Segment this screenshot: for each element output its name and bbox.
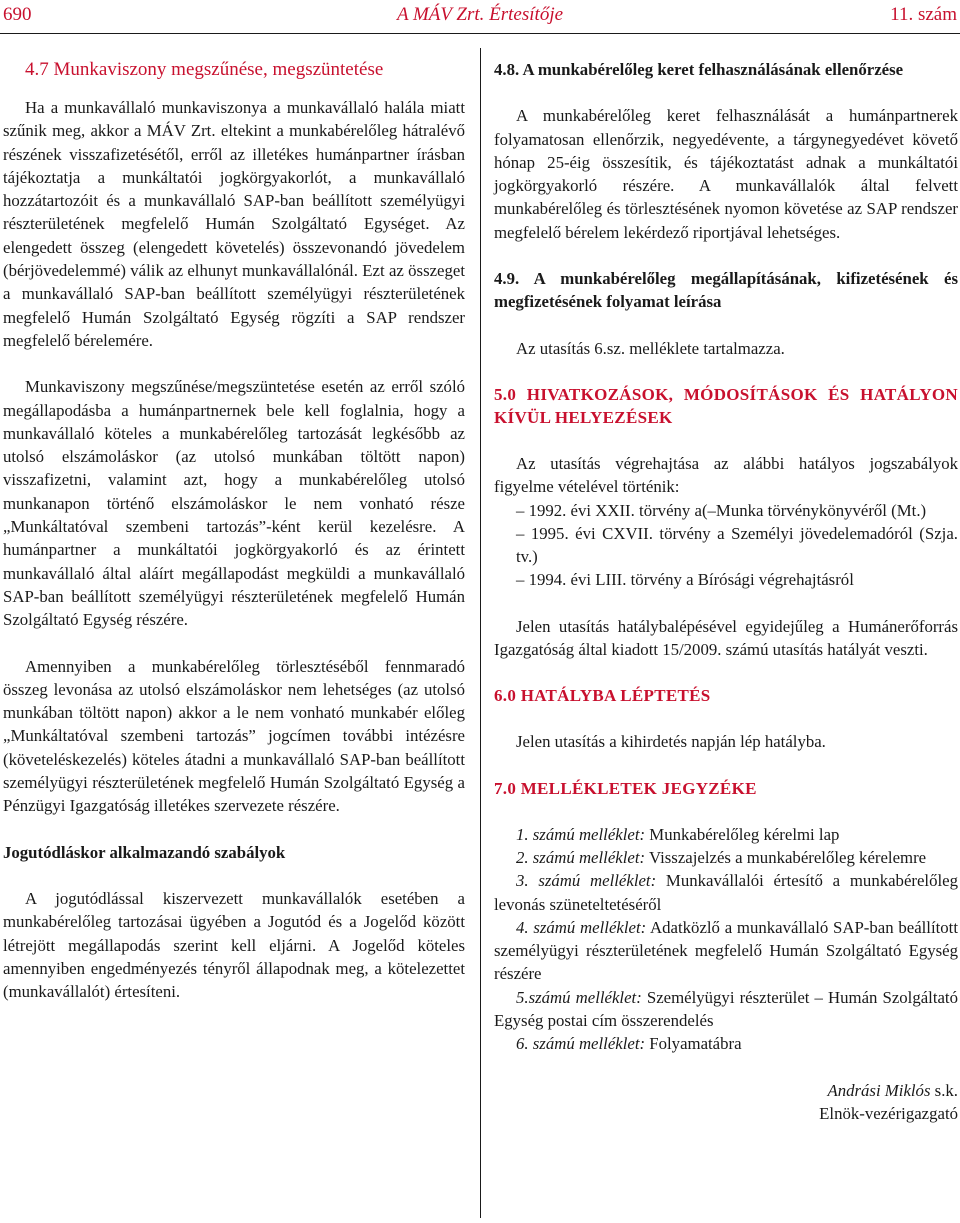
section-heading-4-7: 4.7 Munkaviszony megszűnése, megszüntetése: [25, 59, 384, 80]
publication-title: A MÁV Zrt. Értesítője: [396, 4, 564, 25]
paragraph-5-0: Az utasítás végrehajtása az alábbi hatályos jogszabályok figyelme vételével történik:: [494, 453, 958, 497]
signature-line: [494, 1079, 958, 1102]
issue-number: 11. szám: [890, 4, 957, 25]
annex-label: 6. számú melléklet:: [516, 1034, 646, 1054]
signatory-title: Elnök-vezérigazgató: [819, 1103, 958, 1123]
law-item: – 1995. évi CXVII. törvény a Személyi jövedelemadóról (Szja. tv.): [516, 523, 958, 567]
paragraph-4-9: Az utasítás 6.sz. melléklete tartalmazza.: [516, 338, 785, 358]
section-heading-5-0: 5.0 HIVATKOZÁSOK, MÓDOSÍTÁSOK ÉS HATÁLYON KÍVÜL HELYEZÉSEK: [494, 384, 958, 427]
annex-text: Munkabérelőleg kérelmi lap: [645, 824, 840, 844]
annex-label: 4. számú melléklet:: [516, 917, 647, 937]
page-header: [0, 0, 960, 32]
annex-item: [494, 869, 958, 916]
annex-item: [494, 846, 958, 869]
law-item: – 1992. évi XXII. törvény a(‒Munka törvénykönyvéről (Mt.): [516, 500, 927, 520]
annex-text: Visszajelzés a munkabérelőleg kérelemre: [645, 847, 927, 867]
annex-label: 5.számú melléklet:: [516, 987, 642, 1007]
paragraph-6-0: Jelen utasítás a kihirdetés napján lép hatályba.: [516, 732, 826, 752]
paragraph-succession: A jogutódlással kiszervezett munkavállalók esetében a munkabérelőleg tartozásai ügyében a Jogutód és a Jogelőd között létrejött megállapodás szerint kell eljárni. A Jogelőd köteles amennyiben engedményezés tényről állapodnak meg, a kötelezettet (munkavállalót) értesíteni.: [3, 888, 465, 1002]
section-heading-4-9: 4.9. A munkabérelőleg megállapításának, kifizetésének és megfizetésének folyamat leírása: [494, 269, 958, 312]
annex-item: [494, 1032, 958, 1055]
annex-label: 1. számú melléklet:: [516, 824, 646, 844]
annex-label: 2. számú melléklet:: [516, 847, 646, 867]
annex-text: Munkavállalói értesítő a munkabérelőleg levonás szüneteltetéséről: [494, 871, 958, 914]
annex-item: [494, 823, 958, 846]
annex-text: Adatközlő a munkavállaló SAP-ban beállított személyügyi részterületének megfelelő Humán Szolgáltató Egység részére: [494, 917, 959, 984]
paragraph-termination: Munkaviszony megszűnése/megszüntetése esetén az erről szóló megállapodásba a humánpartnernek bele kell foglalnia, hogy a munkavállaló köteles a munkabérelőleg tartozását legkésőbb az utolsó elszámoláskor (az utolsó munkában töltött napon) visszafizetni, valamint azt, hogy a munkabérelőleg utolsó munkanapon történő elszámoláskor le nem vonható része „Munkáltatóval szembeni tartozás”-ként kerül kezelésre. A humánpartner a munkáltatói jogkörgyakorló és az érintett munkavállaló által aláírt megállapodást megküldi a munkavállaló SAP-ban beállított személyügyi részterületének megfelelő Humán Szolgáltató Egység részére.: [3, 377, 465, 630]
annex-item: [494, 916, 958, 986]
column-divider: [480, 48, 481, 1218]
annex-item: [494, 986, 958, 1033]
section-heading-6-0: 6.0 HATÁLYBA LÉPTETÉS: [494, 686, 711, 706]
annex-text: Folyamatábra: [645, 1034, 742, 1054]
right-column: [494, 58, 958, 1125]
paragraph-4-8: A munkabérelőleg keret felhasználását a humánpartnerek folyamatosan ellenőrzik, negyedévente, a tárgynegyedévet követő hónap 25-éig összesítik, és tájékoztatást adnak a munkáltatói jogkörgyakorló részére. A munkavállalók által felvett munkabérelőleg és törlesztésének nyomon követése az SAP rendszer megfelelő bérelem lekérdező riportjával lehetséges.: [494, 106, 958, 242]
signatory-name: Andrási Miklós: [827, 1080, 931, 1100]
law-item: – 1994. évi LIII. törvény a Bírósági végrehajtásról: [516, 570, 854, 590]
left-column: [3, 58, 465, 1003]
paragraph-death: Ha a munkavállaló munkaviszonya a munkavállaló halála miatt szűnik meg, akkor a MÁV Zrt. eltekint a munkabérelőleg hátralévő részének visszafizetésétől, erről az illetékes humánpartner írásban tájékoztatja a munkáltatói jogkörgyakorlót, a munkavállaló hozzátartozóit és a munkavállaló SAP-ban beállított személyügyi részterületének megfelelő Humán Szolgáltató Egységet. Az elengedett összeg (elengedett követelés) összevonandó jövedelem (bérjövedelemmé) válik az elhunyt munkavállalónál. Ezt az összeget a munkavállaló SAP-ban beállított személyügyi részterületének megfelelő Humán Szolgáltató Egység rögzíti a SAP rendszer megfelelő bérelemére.: [3, 98, 465, 350]
header-rule: [0, 33, 960, 34]
paragraph-remaining-amount: Amennyiben a munkabérelőleg törlesztéséből fennmaradó összeg levonása az utolsó elszámoláskor nem lehetséges (az utolsó munkában töltött napon) akkor a le nem vonható munkabér előleg „Munkáltatóval szembeni tartozás” jogcímen további intézésre (követeléskezelés) köteles átadni a munkavállaló SAP-ban beállított személyügyi részterületének megfelelő Humán Szolgáltató Egység a Pénzügyi Igazgatóság illetékes szervezete részére.: [3, 656, 465, 816]
signatory-suffix: s.k.: [930, 1080, 958, 1100]
annex-text: Személyügyi részterület – Humán Szolgáltató Egység postai cím összerendelés: [494, 987, 958, 1031]
sub-heading-succession: Jogutódláskor alkalmazandó szabályok: [3, 842, 286, 862]
section-heading-4-8: 4.8. A munkabérelőleg keret felhasználásának ellenőrzése: [494, 60, 904, 79]
section-heading-7-0: 7.0 MELLÉKLETEK JEGYZÉKE: [494, 778, 757, 798]
page-number: 690: [3, 4, 32, 25]
annex-label: 3. számú melléklet:: [516, 871, 657, 891]
paragraph-repeal: Jelen utasítás hatálybalépésével egyidejűleg a Humánerőforrás Igazgatóság által kiadott 15/2009. számú utasítás hatályát veszti.: [494, 616, 958, 660]
